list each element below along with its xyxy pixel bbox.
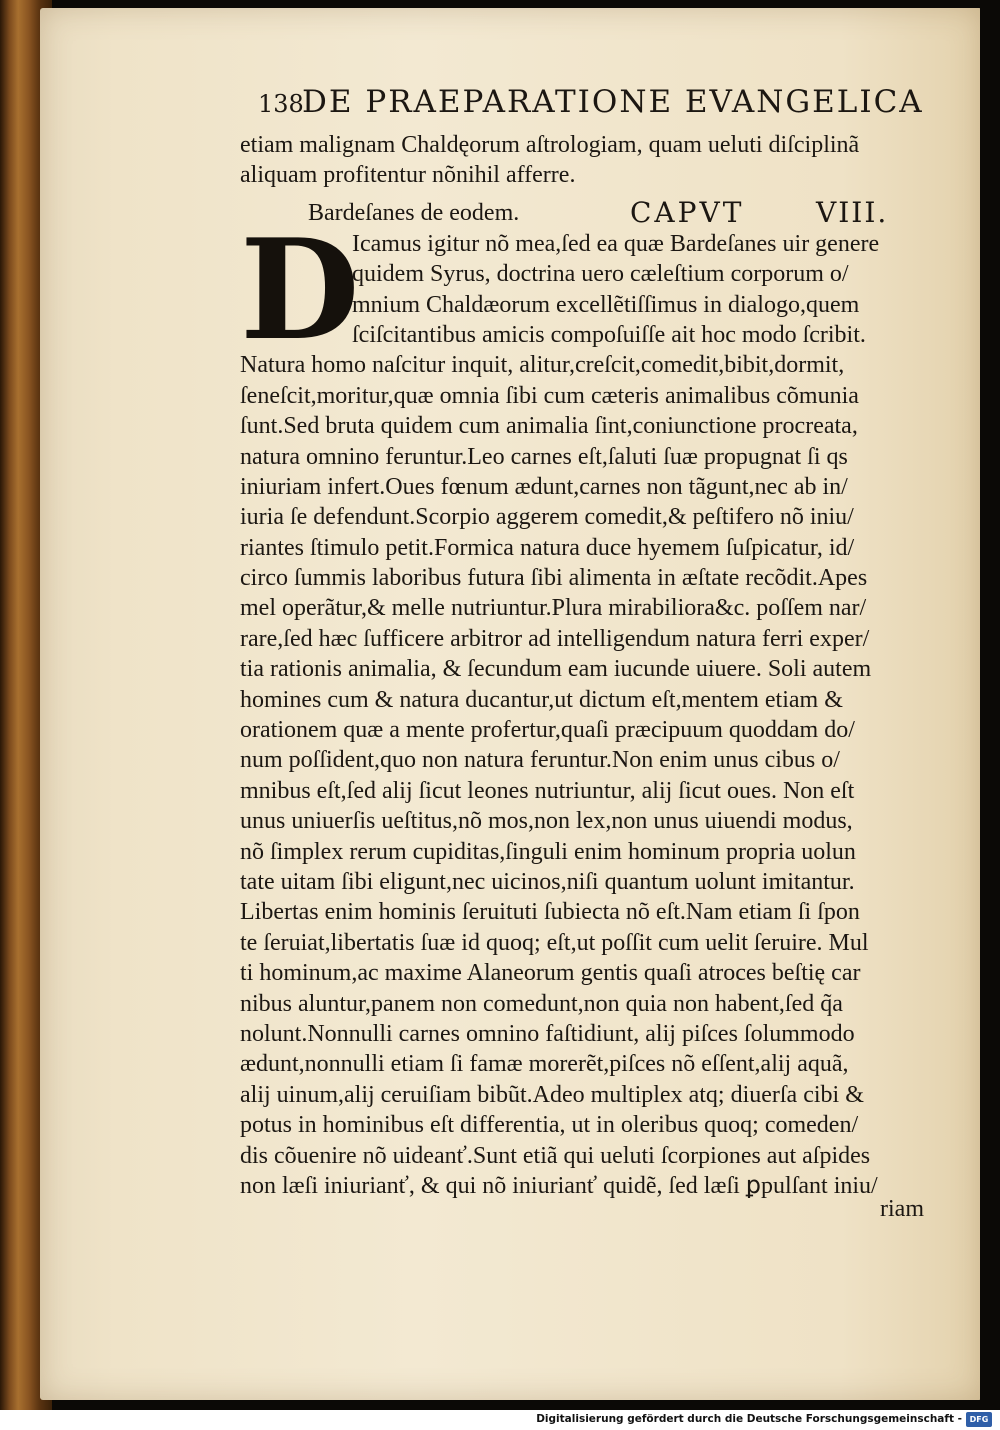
funding-credit: Digitalisierung gefördert durch die Deutsche Forschungsgemeinschaft - <box>536 1413 962 1425</box>
text-line: homines cum & natura ducantur,ut dictum eſt,mentem etiam & <box>240 686 843 713</box>
drop-cap: D <box>240 207 360 371</box>
text-line: non læſi iniurianť, & qui nõ iniurianť quidẽ, ſed læſi ꝑpulſant iniu/ <box>240 1172 878 1199</box>
text-line: riantes ſtimulo petit.Formica natura duce hyemem ſuſpicatur, id/ <box>240 534 855 561</box>
dfg-logo: DFG <box>966 1412 992 1427</box>
text-line: natura omnino feruntur.Leo carnes eſt,ſaluti ſuæ propugnat ſi qs <box>240 443 848 470</box>
text-line: ti hominum,ac maxime Alaneorum gentis quaſi atroces beſtię car <box>240 960 861 987</box>
text-line: alij uinum,alij ceruiſiam bibũt.Adeo multiplex atq; diuerſa cibi & <box>240 1081 864 1108</box>
text-line: mnium Chaldæorum excellẽtiſſimus in dialogo,quem <box>352 291 860 318</box>
text-line: unus uniuerſis ueſtitus,nõ mos,non lex,non unus uiuendi modus, <box>240 808 853 835</box>
caput-heading: CAPVT <box>630 196 745 230</box>
text-line: ſciſcitantibus amicis compoſuiſſe ait hoc modo ſcribit. <box>352 321 866 348</box>
text-line: nibus aluntur,panem non comedunt,non quia non habent,ſed q̃a <box>240 990 843 1017</box>
text-line: mel operãtur,& melle nutriuntur.Plura mirabiliora&c. poſſem nar/ <box>240 595 867 622</box>
catchword: riam <box>880 1196 924 1222</box>
text-line: num poſſident,quo non natura feruntur.Non enim unus cibus o/ <box>240 747 840 774</box>
running-title: DE PRAEPARATIONE EVANGELICA <box>302 84 924 120</box>
footer-bar <box>0 1410 1000 1430</box>
right-background <box>980 0 1000 1410</box>
text-line: quidem Syrus, doctrina uero cæleſtium corporum o/ <box>352 261 849 288</box>
text-line: aliquam profitentur nõnihil afferre. <box>240 162 576 189</box>
text-line: ſeneſcit,moritur,quæ omnia ſibi cum cæteris animalibus cõmunia <box>240 382 859 409</box>
text-line: ædunt,nonnulli etiam ſi famæ morerẽt,piſces nõ eſſent,alij aquã, <box>240 1051 849 1078</box>
text-line: Icamus igitur nõ mea,ſed ea quæ Bardeſanes uir genere <box>352 230 880 257</box>
text-line: iuria ſe defendunt.Scorpio aggerem comedit,& peſtifero nõ iniu/ <box>240 504 854 531</box>
text-line: nõ ſimplex rerum cupiditas,ſinguli enim hominum propria uolun <box>240 838 856 865</box>
text-line: circo ſummis laboribus futura ſibi alimenta in æſtate recõdit.Apes <box>240 565 868 592</box>
text-line: iniuriam infert.Oues fœnum ædunt,carnes non tãgunt,nec ab in/ <box>240 473 848 500</box>
text-line: orationem quæ a mente profertur,quaſi præcipuum quoddam do/ <box>240 717 855 744</box>
page-number: 138 <box>258 90 304 118</box>
text-line: Natura homo naſcitur inquit, alitur,creſcit,comedit,bibit,dormit, <box>240 352 845 379</box>
text-line: potus in hominibus eſt differentia, ut in oleribus quoq; comeden/ <box>240 1112 859 1139</box>
text-line: mnibus eſt,ſed alij ſicut leones nutriuntur, alij ſicut oues. Non eſt <box>240 777 855 804</box>
text-line: dis cõuenire nõ uideanť.Sunt etiã qui ueluti ſcorpiones aut aſpides <box>240 1142 871 1169</box>
text-line: tia rationis animalia, & ſecundum eam iucunde uiuere. Soli autem <box>240 656 872 683</box>
chapter-number: VIII. <box>816 196 889 230</box>
text-line: tate uitam ſibi eligunt,nec uicinos,niſi quantum uolunt imitantur. <box>240 868 855 895</box>
text-line: te ſeruiat,libertatis ſuæ id quoq; eſt,ut poſſit cum uelit ſeruire. Mul <box>240 929 869 956</box>
text-line: rare,ſed hæc ſufficere arbitror ad intelligendum natura ferri exper/ <box>240 625 870 652</box>
page-header <box>258 82 948 126</box>
text-line: nolunt.Nonnulli carnes omnino faſtidiunt, alij piſces ſolummodo <box>240 1020 855 1047</box>
rubric-lead: Bardeſanes de eodem. <box>308 200 520 227</box>
text-line: Libertas enim hominis ſeruituti ſubiecta nõ eſt.Nam etiam ſi ſpon <box>240 899 860 926</box>
text-line: ſunt.Sed bruta quidem cum animalia ſint,coniunctione procreata, <box>240 413 858 440</box>
main-text <box>240 130 960 1201</box>
text-line: etiam malignam Chaldęorum aſtrologiam, quam ueluti diſciplinã <box>240 132 860 158</box>
